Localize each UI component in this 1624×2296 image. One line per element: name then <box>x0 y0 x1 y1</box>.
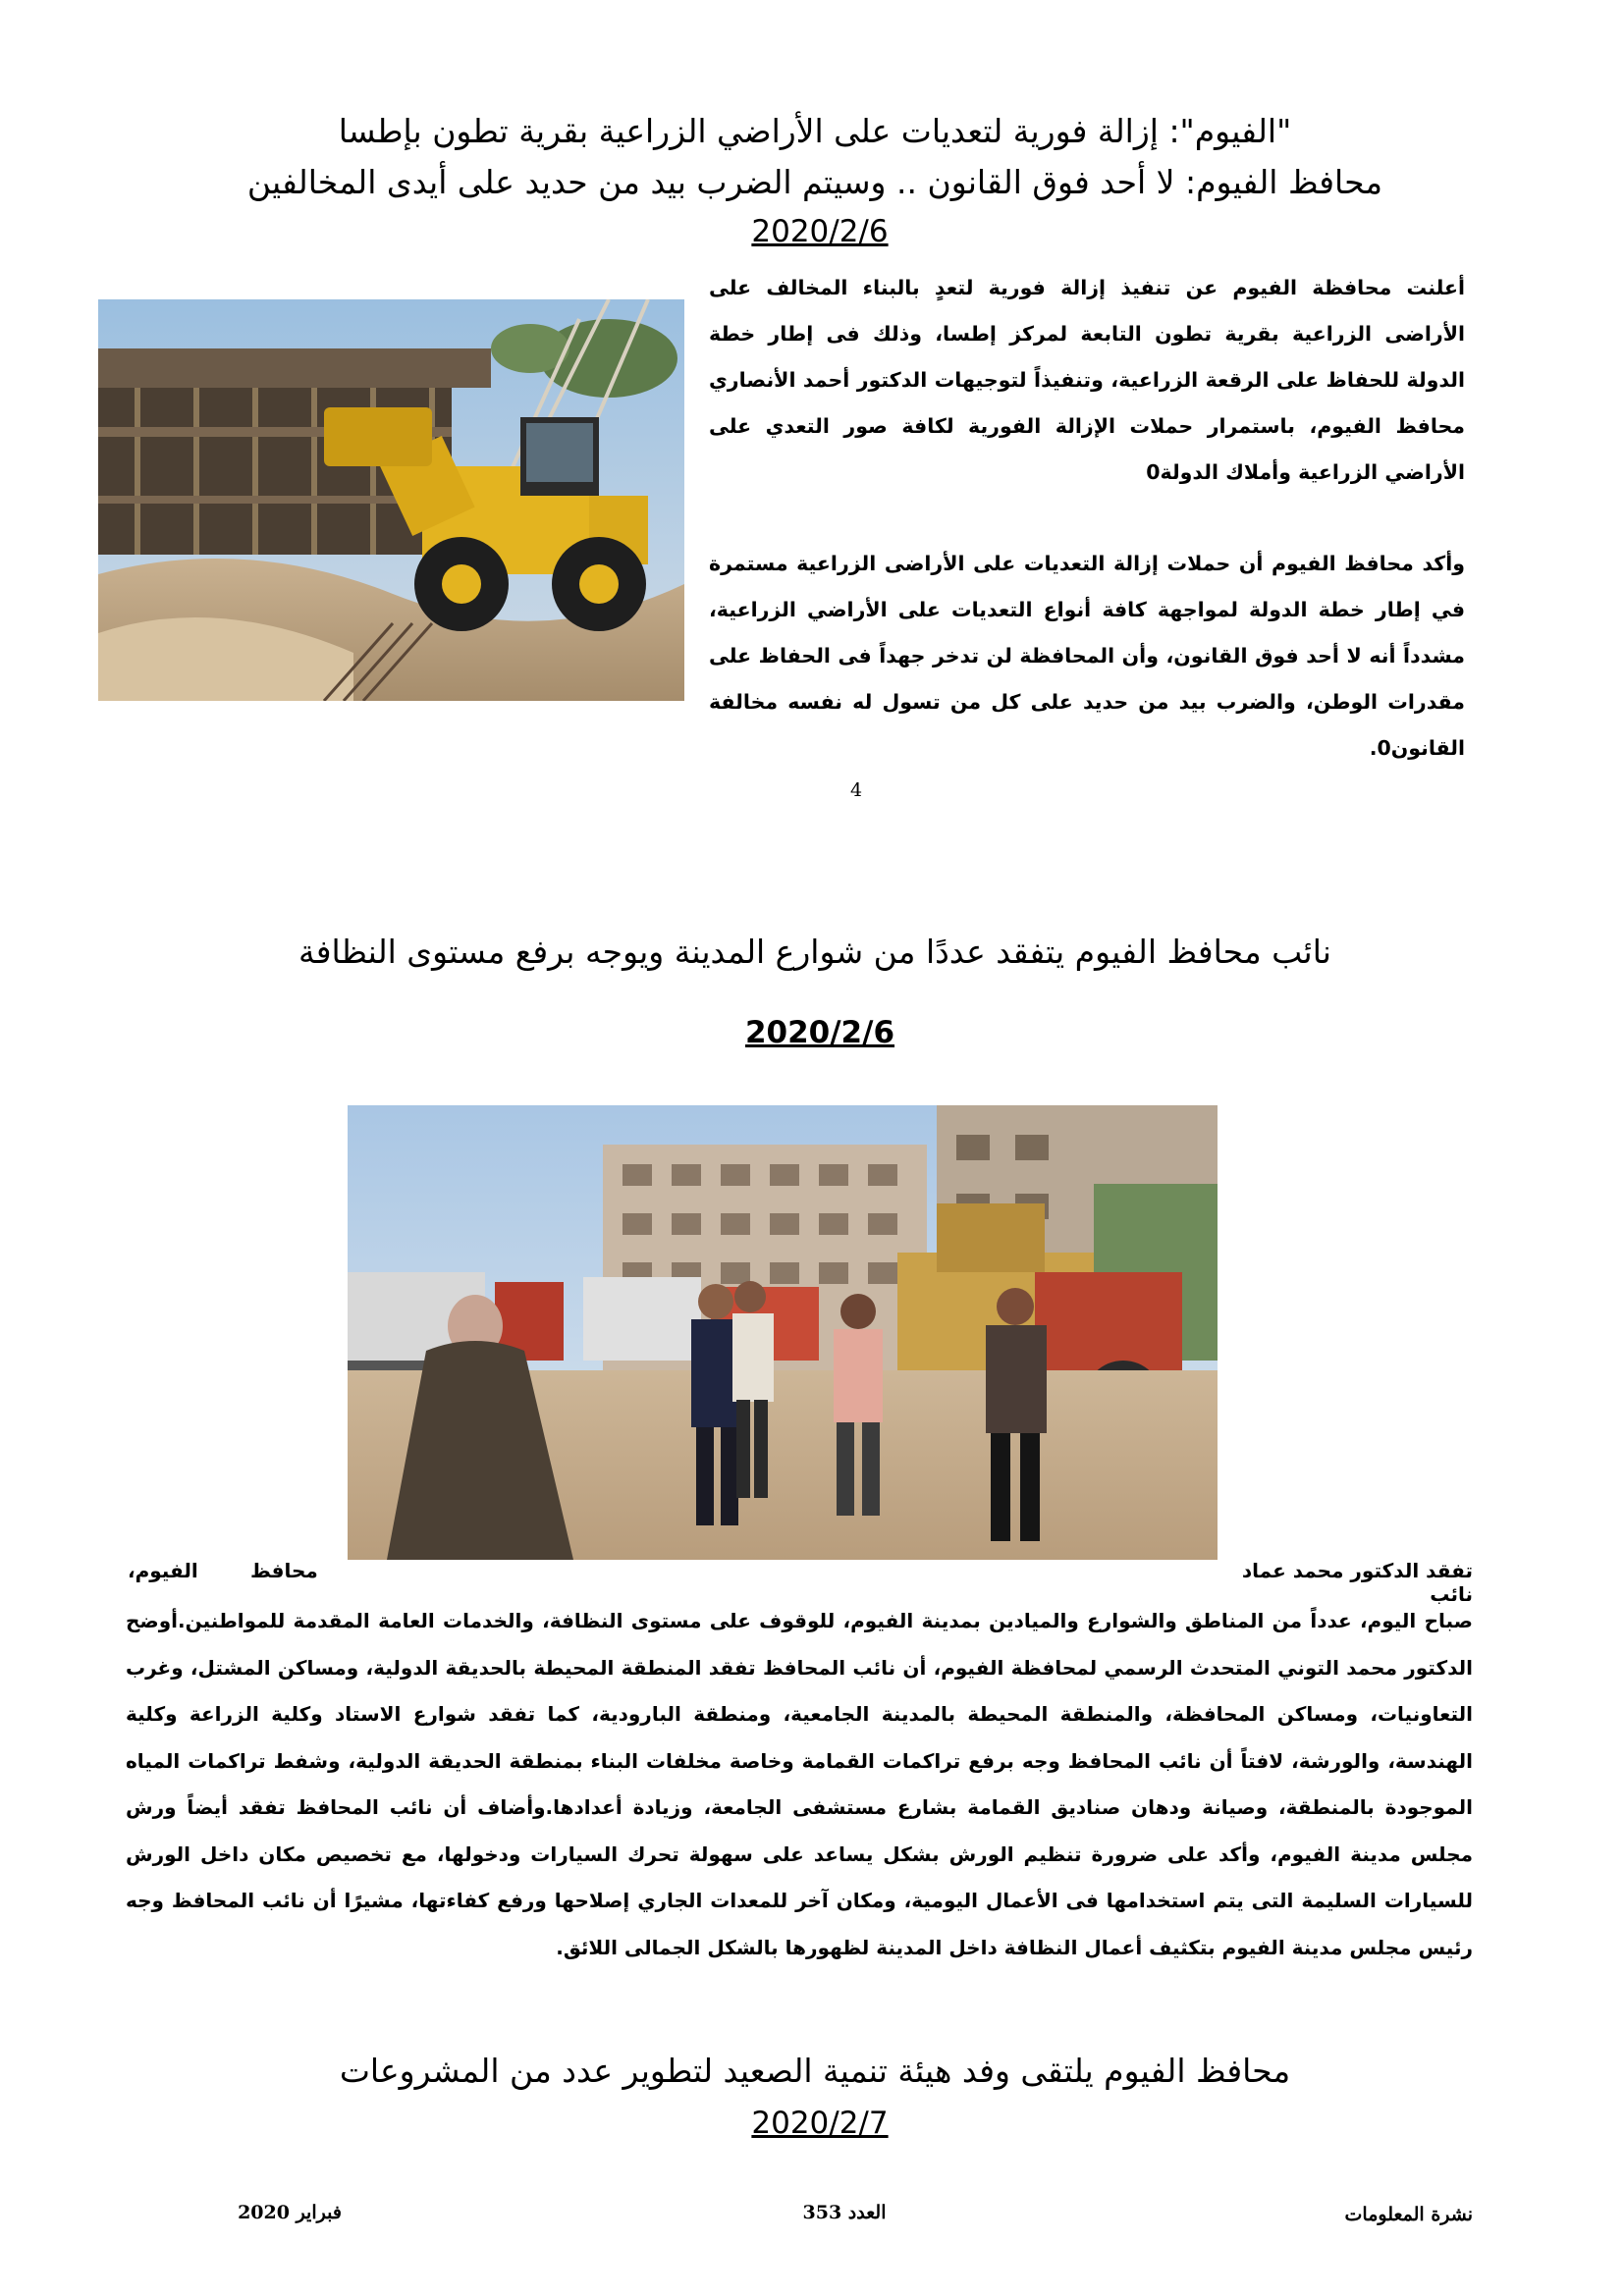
footer-issue: العدد 353 <box>802 2202 887 2223</box>
loader-photo <box>98 299 684 701</box>
article1-paragraph2: وأكد محافظ الفيوم أن حملات إزالة التعديات على الأراضى الزراعية مستمرة في إطار خطة الدولة لمواجهة كافة أنواع التعديات على الأراضي الزراعية، مشدداً أنه لا أحد فوق القانون، وأن المحافظة لن تدخر جهداً فى الحفاظ على مقدرات الوطن، والضرب بيد من حديد على كل من تسول له نفسه مخالفة القانون0. <box>709 552 1465 760</box>
article1-date: 2020/2/6 <box>751 214 889 249</box>
article2-caption-right: تفقد الدكتور محمد عماد نائب <box>1241 1559 1473 1606</box>
article1-title-line1: "الفيوم": إزالة فورية لتعديات على الأراضي الزراعية بقرية تطون بإطسا <box>338 112 1292 150</box>
article2-paragraph: صباح اليوم، عدداً من المناطق والشوارع والميادين بمدينة الفيوم، للوقوف على مستوى النظافة، والخدمات العامة المقدمة للمواطنين.أوضح الدكتور محمد التوني المتحدث الرسمي لمحافظة الفيوم، أن نائب المحافظ تفقد المنطقة المحيطة بالحديقة الدولية، ومساكن المشتل، وغرب التعاونيات، ومساكن المحافظة، والمنطقة المحيطة بالمدينة الجامعية، ومنطقة البارودية، كما تفقد شوارع الاستاد وكلية الزراعة وكلية الهندسة، والورشة، لافتاً أن نائب المحافظ وجه برفع تراكمات القمامة وخاصة مخلفات البناء بمنطقة الحديقة الدولية، وشفط تراكمات المياه الموجودة بالمنطقة، وصيانة ودهان صناديق القمامة بشارع مستشفى الجامعة، وزيادة أعدادها.وأضاف أن نائب المحافظ تفقد أيضاً ورش مجلس مدينة الفيوم، وأكد على ضرورة تنظيم الورش بشكل يساعد على سهولة تحرك السيارات ودخولها، مع تخصيص مكان داخل الورش للسيارات السليمة التى يتم استخدامها فى الأعمال اليومية، ومكان آخر للمعدات الجاري إصلاحها ورفع كفاءتها، مشيرًا أن نائب المحافظ وجه رئيس مجلس مدينة الفيوم بتكثيف أعمال النظافة داخل المدينة لظهورها بالشكل الجمالى اللائق. <box>126 1609 1473 1959</box>
article1-paragraph1: أعلنت محافظة الفيوم عن تنفيذ إزالة فورية لتعدٍ بالبناء المخالف على الأراضى الزراعية بقرية تطون التابعة لمركز إطسا، وذلك فى إطار خطة الدولة للحفاظ على الرقعة الزراعية، وتنفيذاً لتوجيهات الدكتور أحمد الأنصاري محافظ الفيوم، باستمرار حملات الإزالة الفورية لكافة صور التعدي على الأراضي الزراعية وأملاك الدولة0 <box>709 276 1465 484</box>
footer-publication: نشرة المعلومات <box>1344 2204 1473 2225</box>
article2-caption-left-2: الفيوم، <box>128 1559 198 1582</box>
article2-title: نائب محافظ الفيوم يتفقد عددًا من شوارع المدينة ويوجه برفع مستوى النظافة <box>298 933 1331 971</box>
article2-caption-left-1: محافظ <box>250 1559 318 1582</box>
officials-photo <box>348 1105 1218 1560</box>
article1-title-line2: محافظ الفيوم: لا أحد فوق القانون .. وسيتم الضرب بيد من حديد على أيدى المخالفين <box>246 163 1383 201</box>
footer-month: فبراير 2020 <box>238 2202 342 2223</box>
article3-date: 2020/2/7 <box>751 2106 889 2141</box>
article3-title: محافظ الفيوم يلتقى وفد هيئة تنمية الصعيد لتطوير عدد من المشروعات <box>339 2052 1291 2090</box>
article2-date: 2020/2/6 <box>744 1015 895 1050</box>
page-marker: 4 <box>850 779 863 801</box>
